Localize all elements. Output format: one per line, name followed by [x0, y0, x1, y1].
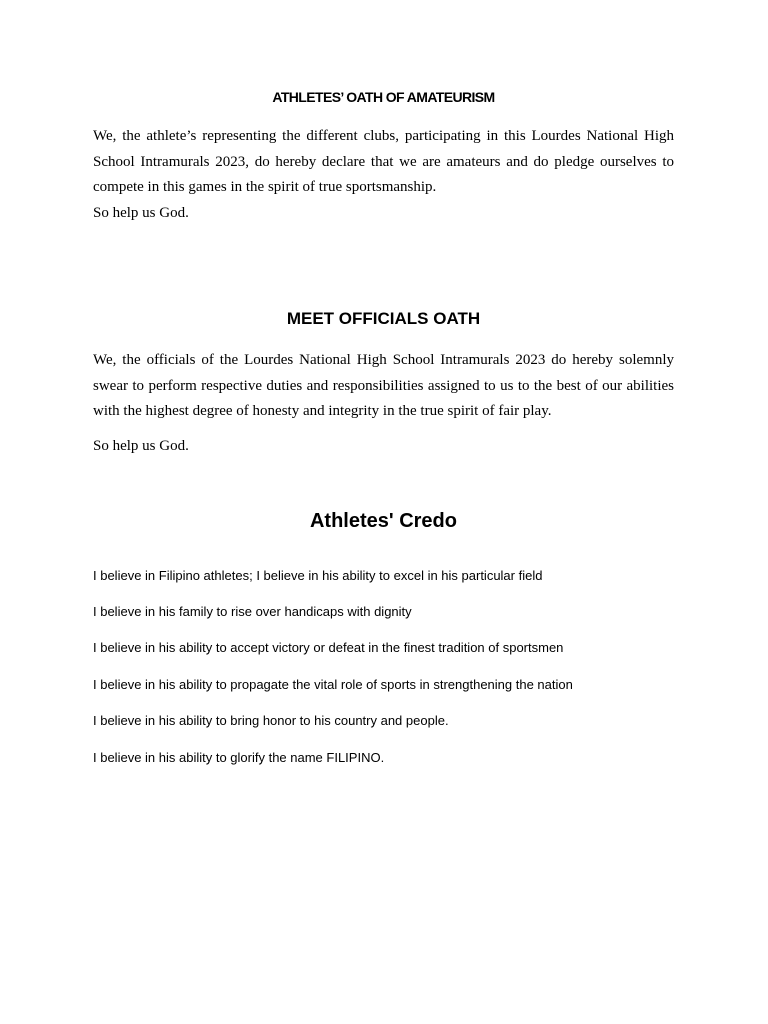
athletes-oath-title: ATHLETES’ OATH OF AMATEURISM [272, 89, 495, 105]
officials-oath-closing: So help us God. [93, 438, 189, 454]
credo-title: Athletes' Credo [309, 510, 457, 532]
officials-oath-title: MEET OFFICIALS OATH [286, 309, 481, 328]
athletes-oath-section [93, 124, 674, 226]
officials-oath-section [93, 348, 674, 425]
credo-line: I believe in his ability to propagate the vital role of sports in strengthening the nation [93, 677, 573, 692]
officials-oath-closing-wrap [93, 434, 674, 460]
officials-oath-title-wrap [93, 309, 674, 329]
credo-line: I believe in Filipino athletes; I believe in his ability to excel in his particular field [93, 568, 543, 583]
credo-line: I believe in his ability to accept victory or defeat in the finest tradition of sportsmen [93, 640, 564, 655]
athletes-oath-body: We, the athlete’s representing the different clubs, participating in this Lourdes National High School Intramurals 2023, do hereby declare that we are amateurs and do pledge ourselves to compete in this games in the spirit of true sportsmanship. [93, 128, 674, 195]
athletes-oath-closing: So help us God. [93, 204, 189, 221]
credo-line: I believe in his ability to bring honor to his country and people. [93, 713, 449, 728]
athletes-oath-title-wrap [93, 89, 674, 105]
credo-line: I believe in his family to rise over handicaps with dignity [93, 604, 412, 619]
credo-title-wrap [93, 510, 674, 533]
officials-oath-body: We, the officials of the Lourdes National High School Intramurals 2023 do hereby solemnly swear to perform respective duties and responsibilities assigned to us to the best of our abilities with the highest degree of honesty and integrity in the true spirit of fair play. [93, 352, 674, 419]
credo-line: I believe in his ability to glorify the name FILIPINO. [93, 750, 385, 765]
